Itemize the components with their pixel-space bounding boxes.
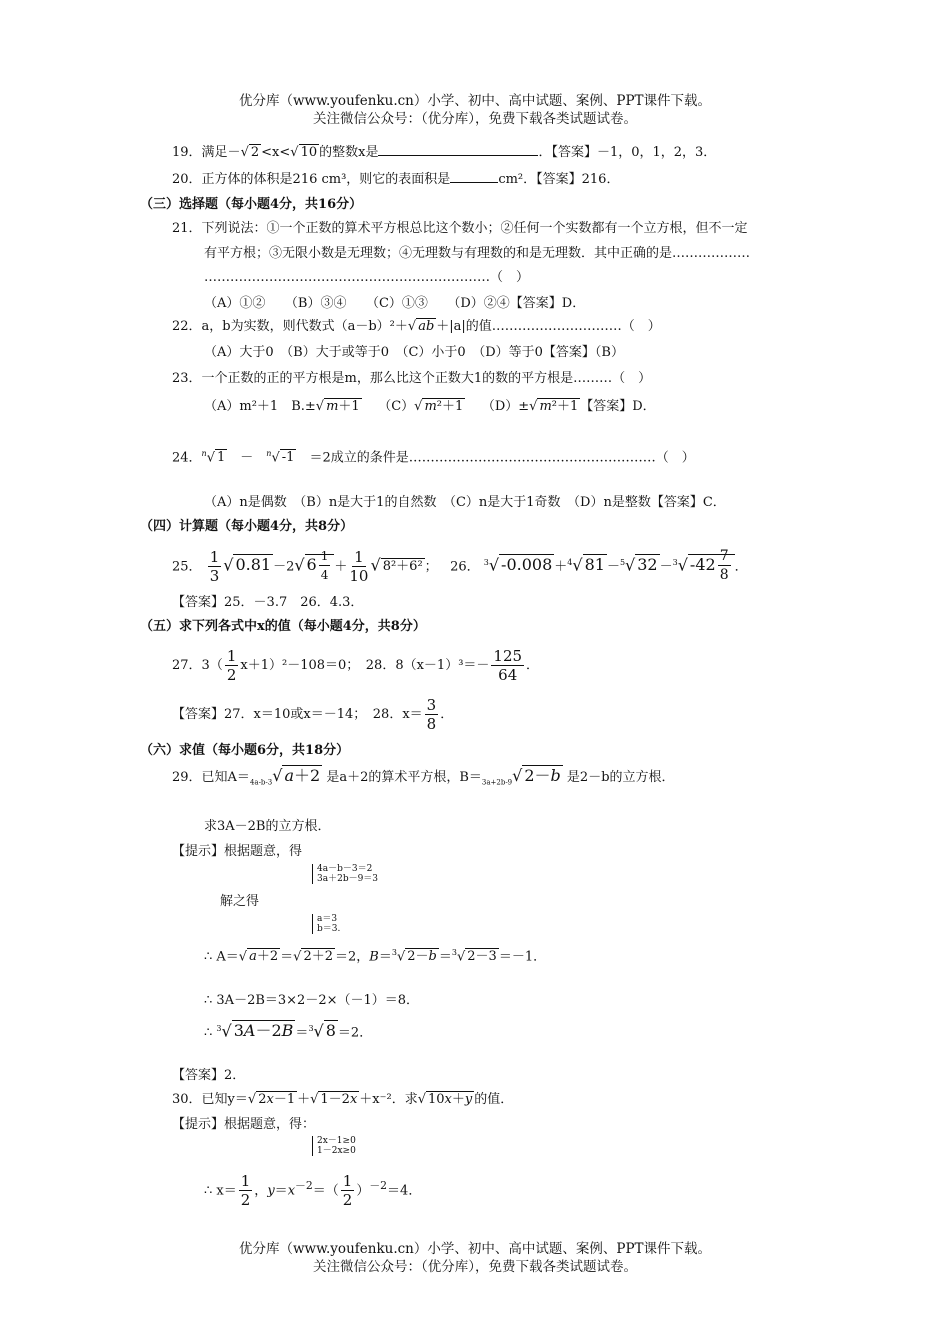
question-21-line1: 21．下列说法：①一个正数的算术平方根总比这个数小；②任何一个实数都有一个立方根，但不一定 [172, 221, 748, 236]
question-22-options: （A）大于0 （B）大于或等于0 （C）小于0 （D）等于0【答案】（B） [204, 345, 624, 360]
question-29-hint: 【提示】根据题意，得 [172, 844, 303, 859]
question-19: 19．满足－√ 2 <x<√ 10 的整数x是 ．【答案】－1，0，1，2，3． [172, 145, 717, 160]
question-29-calc-1: ∴ A＝√ a＋2 ＝√ 2＋2 ＝2，B＝$^3$√ 2－b ＝$^3$√ 2－3 ＝－1． [204, 948, 547, 965]
question-30-hint: 【提示】根据题意，得： [172, 1117, 316, 1132]
question-27-28: 27．3（ $\frac{1}{2}$ x＋1）²－108＝0； 28．8（x－1）³＝－ $\frac{125}{64}$ ． [172, 647, 540, 684]
question-23-options: （A）m²＋1 B.±√ m＋1 （C）√ m²＋1 （D）±√ m²＋1 【答案】D． [204, 399, 656, 414]
question-30-calc: ∴ x＝ $\frac{1}{2}$ ，$y=x^{-2}=$（ $\frac{1}{2}$ ）$^{-2}$＝4． [204, 1172, 422, 1210]
section-5-title: （五）求下列各式中x的值（每小题4分，共8分） [140, 619, 426, 634]
question-21-line2: 有平方根；③无限小数是无理数；④无理数与有理数的和是无理数．其中正确的是……………… [204, 246, 751, 261]
section-4-title: （四）计算题（每小题4分，共8分） [140, 519, 354, 534]
question-20: 20．正方体的体积是216 cm³，则它的表面积是 cm²．【答案】216． [172, 172, 620, 187]
question-21-options: （A）①② （B）③④ （C）①③ （D）②④【答案】D． [204, 296, 586, 311]
question-25-26: 25． $\frac{1}{3}$ √ 0.81 －2√ 6 $\frac{1}{4}$ ＋ $\frac{1}{10}$ √ 8²＋6² ； 26． $^3$√ -0.008 ＋$^4$√ 81 －$^5$√ 32 －$^3$√ -42 $\frac{7}{8}$ ． [172, 548, 748, 586]
header-line-2: 关注微信公众号：（优分库），免费下载各类试题试卷。 [313, 111, 637, 127]
section-3-title: （三）选择题（每小题4分，共16分） [140, 197, 363, 212]
question-21-line3: …………………………………………………………（ ） [204, 270, 530, 285]
question-30-system: 2x－1≥0 1－2x≥0 [312, 1136, 356, 1156]
question-24-options: （A）n是偶数 （B）n是大于1的自然数 （C）n是大于1奇数 （D）n是整数【答案】C． [204, 495, 726, 510]
question-22: 22．a，b为实数，则代数式（a－b）²＋√ ab ＋|a|的值…………………………（ ） [172, 319, 661, 334]
question-29-solve: 解之得 [220, 894, 260, 909]
question-29: 29．已知$A=_{4a-b-3}√$ a＋2 是a＋2的算术平方根，$B=_{3a+2b-9}√$ 2－b 是2－b的立方根． [172, 766, 675, 787]
question-25-answer: 【答案】25．－3.7 26．4.3． [172, 595, 364, 610]
question-23: 23．一个正数的正的平方根是m，那么比这个正数大1的数的平方根是………（ ） [172, 371, 652, 386]
question-24: 24．$^n$√ 1 － $^n$√ -1 ＝2成立的条件是…………………………………………………（ ） [172, 449, 695, 466]
footer-line-2: 关注微信公众号：（优分库），免费下载各类试题试卷。 [313, 1259, 637, 1275]
header-line-1: 优分库（www.youfenku.cn）小学、初中、高中试题、案例、PPT课件下载。 [238, 93, 712, 109]
question-29-system-2: a＝3 b＝3. [312, 914, 340, 934]
question-27-answer: 【答案】27．x＝10或x＝－14； 28．x＝ $\frac{3}{8}$ ． [172, 696, 454, 733]
question-29-system-1: 4a－b－3＝2 3a＋2b－9＝3 [312, 864, 378, 884]
question-29-answer: 【答案】2． [172, 1068, 246, 1083]
question-30: 30．已知y＝√ 2x－1 ＋√ 1－2x ＋x⁻²．求√ 10x＋y 的值． [172, 1092, 514, 1107]
question-29-calc-2: ∴ 3A－2B＝3×2－2×（－1）＝8． [204, 993, 420, 1008]
question-29-line2: 求3A－2B的立方根． [204, 819, 331, 834]
footer-line-1: 优分库（www.youfenku.cn）小学、初中、高中试题、案例、PPT课件下载。 [238, 1241, 712, 1257]
section-6-title: （六）求值（每小题6分，共18分） [140, 743, 350, 758]
question-29-calc-3: ∴ $^3$√ 3A－2B ＝$^3$√ 8 ＝2． [204, 1021, 373, 1041]
